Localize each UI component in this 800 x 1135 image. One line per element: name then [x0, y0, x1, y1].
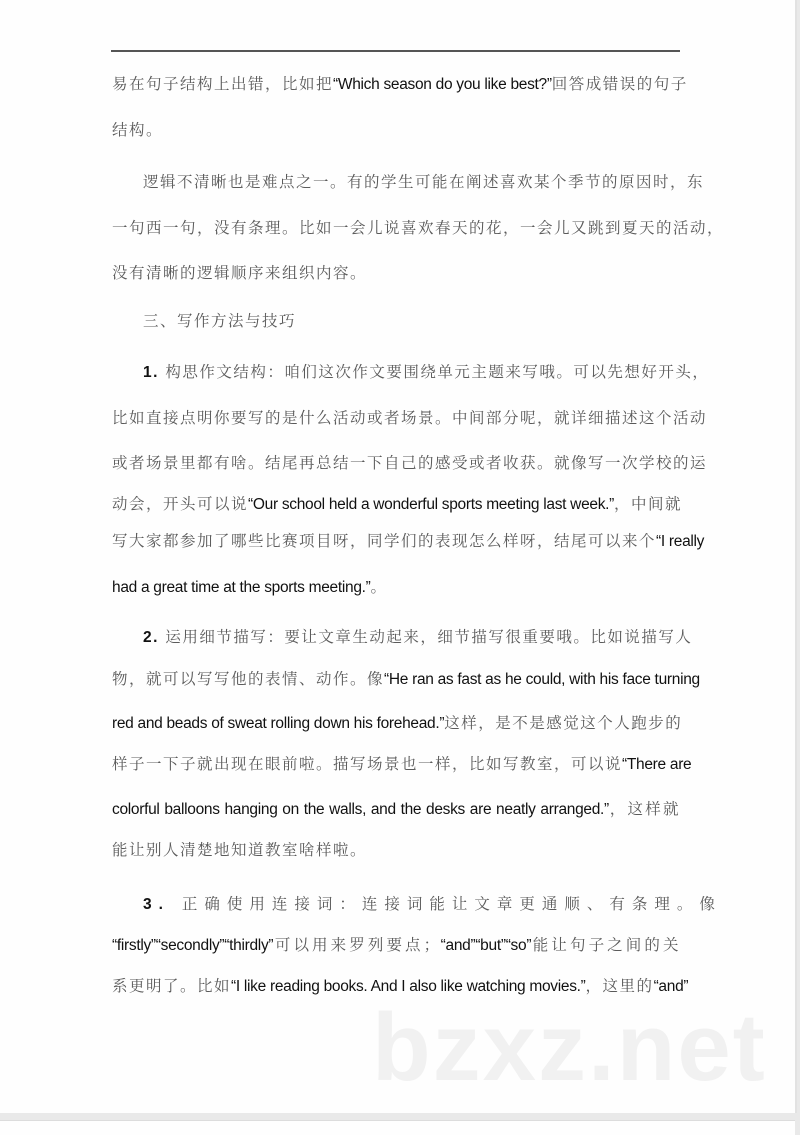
header-rule [111, 50, 680, 52]
text-zh: 能让别人清楚地知道教室啥样啦。 [112, 841, 368, 859]
text-zh: 样子一下子就出现在眼前啦。描写场景也一样，比如写教室，可以说 [112, 755, 623, 773]
text-zh: 或者场景里都有啥。结尾再总结一下自己的感受或者收获。就像写一次学校的运 [112, 454, 708, 472]
text-line [112, 218, 725, 238]
text-en: “firstly”“secondly”“thirdly” [112, 937, 274, 954]
text-line [112, 453, 708, 473]
list-item-1 [143, 362, 710, 383]
text-line [112, 935, 680, 956]
text-en: “and”“but”“so” [440, 937, 532, 954]
text-line [112, 408, 708, 428]
text-zh: ，这样就 [608, 800, 680, 818]
text-en: “I like reading books. And I also like watching movies.” [231, 978, 586, 995]
text-zh: 这样，是不是感觉这个人跑步的 [444, 714, 683, 732]
text-zh: 系更明了。比如 [112, 977, 232, 995]
text-line [112, 74, 688, 95]
next-page-edge [0, 1120, 795, 1135]
list-item-2 [143, 627, 693, 648]
item-number: 2. [143, 629, 159, 646]
text-line [112, 494, 683, 515]
text-zh: ，中间就 [614, 495, 683, 513]
text-en: “There are [622, 756, 692, 773]
text-en: “He ran as fast as he could, with his face turning [384, 671, 700, 688]
text-zh: 没有清晰的逻辑顺序来组织内容。 [112, 264, 368, 282]
item-number: 3. [143, 896, 170, 913]
text-zh: 构思作文结构：咱们这次作文要围绕单元主题来写哦。可以先想好开头， [158, 363, 710, 381]
text-line [112, 713, 683, 734]
text-line [112, 577, 388, 598]
text-zh: 正确使用连接词：连接词能让文章更通顺、有条理。像 [169, 895, 722, 913]
text-line [112, 754, 692, 775]
text-zh: 可以用来罗列要点； [273, 936, 441, 954]
text-line [112, 531, 705, 552]
item-number: 1. [143, 364, 159, 381]
text-line [112, 263, 367, 283]
list-item-3 [143, 894, 722, 915]
text-line [112, 120, 163, 140]
text-en: colorful balloons hanging on the walls, and the desks are neatly arranged.” [112, 801, 609, 818]
text-en: “and” [653, 978, 689, 995]
text-en: “Our school held a wonderful sports meeting last week.” [248, 496, 615, 513]
text-line [112, 799, 680, 820]
paragraph-logic [143, 172, 705, 192]
text-zh: 易在句子结构上出错，比如把 [112, 75, 334, 93]
text-zh: 比如直接点明你要写的是什么活动或者场景。中间部分呢，就详细描述这个活动 [112, 409, 708, 427]
text-zh: 写大家都参加了哪些比赛项目呀，同学们的表现怎么样呀，结尾可以来个 [112, 532, 657, 550]
text-zh: 逻辑不清晰也是难点之一。有的学生可能在阐述喜欢某个季节的原因时，东 [143, 173, 705, 191]
text-zh: ，这里的 [585, 977, 654, 995]
text-zh: 一句西一句，没有条理。比如一会儿说喜欢春天的花，一会儿又跳到夏天的活动， [112, 219, 725, 237]
heading-text: 三、写作方法与技巧 [143, 312, 297, 330]
text-en: “I really [656, 533, 705, 550]
text-zh: 。 [370, 578, 388, 596]
text-line [112, 840, 367, 860]
section-heading [143, 311, 296, 331]
text-en: had a great time at the sports meeting.” [112, 579, 371, 596]
text-zh: 动会，开头可以说 [112, 495, 249, 513]
watermark: bzxz.net [372, 994, 767, 1101]
text-en: “Which season do you like best?” [333, 76, 552, 93]
text-zh: 结构。 [112, 121, 164, 139]
text-en: red and beads of sweat rolling down his forehead.” [112, 715, 445, 732]
text-zh: 物，就可以写写他的表情、动作。像 [112, 670, 385, 688]
text-zh: 运用细节描写：要让文章生动起来，细节描写很重要哦。比如说描写人 [158, 628, 693, 646]
text-line [112, 669, 700, 690]
text-zh: 能让句子之间的关 [531, 936, 680, 954]
text-zh: 回答成错误的句子 [551, 75, 688, 93]
